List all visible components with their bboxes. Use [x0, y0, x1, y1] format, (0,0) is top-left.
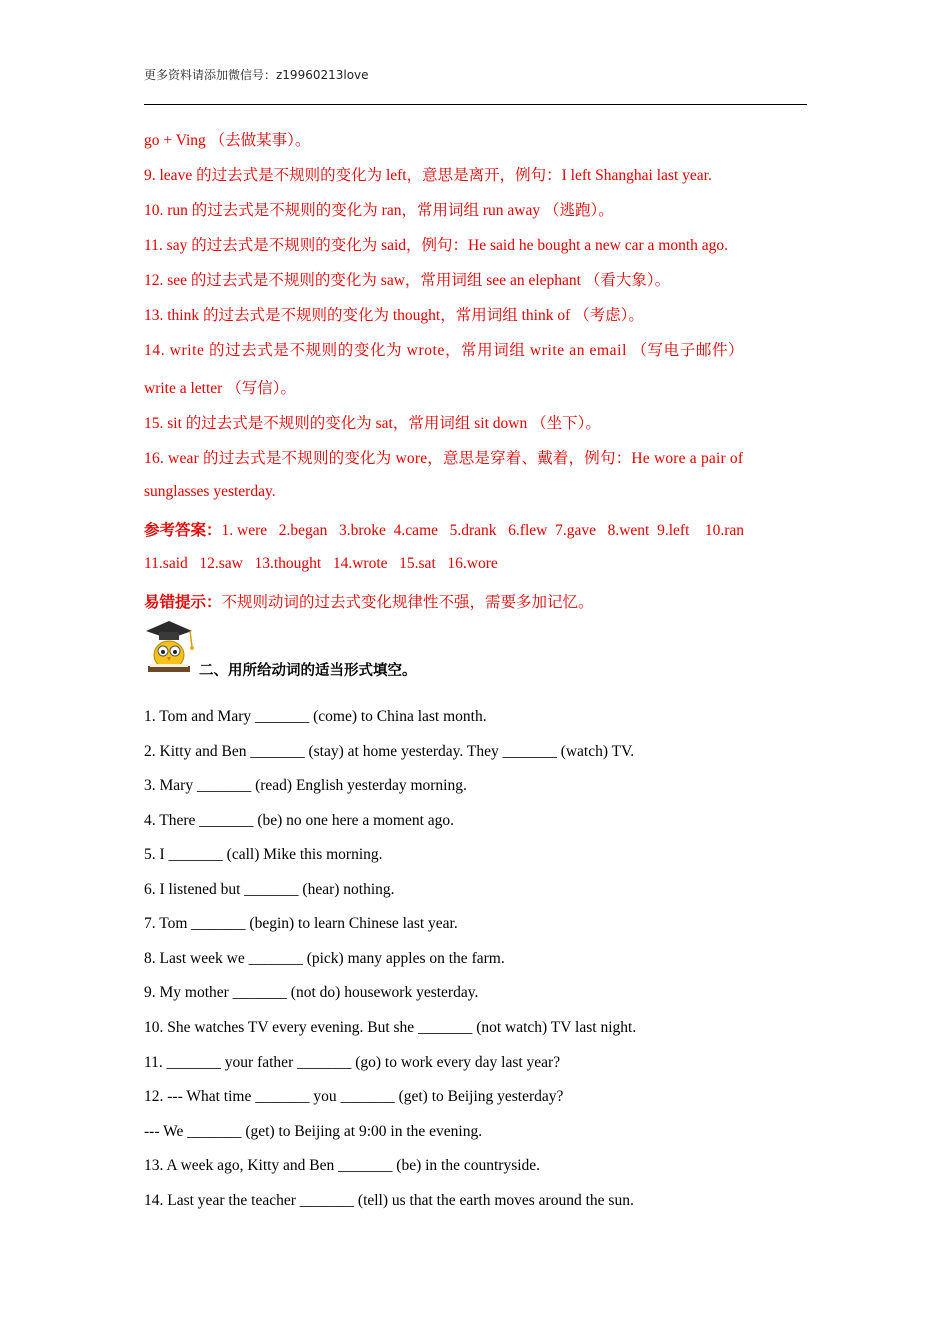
exercise-item: 10. She watches TV every evening. But she _______ (not watch) TV last night.	[144, 1019, 637, 1036]
exercise-item: 4. There _______ (be) no one here a moment ago.	[144, 812, 455, 829]
answer-key-values: 1. were 2.began 3.broke 4.came 5.drank 6.flew 7.gave 8.went 9.left 10.ran	[221, 522, 745, 539]
scholar-owl-icon	[142, 619, 196, 675]
note-line: 15. sit 的过去式是不规则的变化为 sat，常用词组 sit down （坐下）。	[144, 415, 601, 432]
answer-key-label: 参考答案：	[144, 522, 222, 539]
note-line: 9. leave 的过去式是不规则的变化为 left，意思是离开，例句：I left Shanghai last year.	[144, 167, 712, 184]
header-divider	[144, 104, 807, 105]
exercise-item: 9. My mother _______ (not do) housework yesterday.	[144, 984, 479, 1001]
error-tip-text: 不规则动词的过去式变化规律性不强，需要多加记忆。	[221, 594, 594, 611]
exercise-item: 7. Tom _______ (begin) to learn Chinese last year.	[144, 915, 458, 932]
error-tip-label: 易错提示：	[144, 594, 222, 611]
note-line: 16. wear 的过去式是不规则的变化为 wore，意思是穿着、戴着，例句：He wore a pair of	[144, 450, 744, 467]
exercise-item: 13. A week ago, Kitty and Ben _______ (be) in the countryside.	[144, 1157, 541, 1174]
exercise-item: 5. I _______ (call) Mike this morning.	[144, 846, 383, 863]
section-title: 二、用所给动词的适当形式填空。	[199, 663, 417, 679]
exercise-item: 3. Mary _______ (read) English yesterday morning.	[144, 777, 467, 794]
note-line: 11. say 的过去式是不规则的变化为 said，例句：He said he bought a new car a month ago.	[144, 237, 729, 254]
exercise-item: 8. Last week we _______ (pick) many apples on the farm.	[144, 950, 505, 967]
note-line: write a letter （写信）。	[144, 380, 296, 397]
answer-key-values: 11.said 12.saw 13.thought 14.wrote 15.sat 16.wore	[144, 555, 498, 572]
answer-key	[144, 518, 744, 540]
note-line: go + Ving （去做某事）。	[144, 132, 311, 149]
error-tip	[144, 590, 594, 612]
note-line: 14. write 的过去式是不规则的变化为 wrote，常用词组 write an email （写电子邮件）	[144, 342, 745, 359]
exercise-item: 11. _______ your father _______ (go) to work every day last year?	[144, 1054, 561, 1071]
note-line: sunglasses yesterday.	[144, 483, 276, 500]
exercise-item: 12. --- What time _______ you _______ (get) to Beijing yesterday?	[144, 1088, 564, 1105]
exercise-item: 1. Tom and Mary _______ (come) to China last month.	[144, 708, 487, 725]
exercise-item: --- We _______ (get) to Beijing at 9:00 in the evening.	[144, 1123, 483, 1140]
note-line: 10. run 的过去式是不规则的变化为 ran，常用词组 run away （逃跑）。	[144, 202, 614, 219]
exercise-item: 2. Kitty and Ben _______ (stay) at home yesterday. They _______ (watch) TV.	[144, 743, 635, 760]
note-line: 12. see 的过去式是不规则的变化为 saw，常用词组 see an elephant （看大象）。	[144, 272, 671, 289]
exercise-item: 14. Last year the teacher _______ (tell) us that the earth moves around the sun.	[144, 1192, 634, 1209]
exercise-item: 6. I listened but _______ (hear) nothing.	[144, 881, 395, 898]
note-line: 13. think 的过去式是不规则的变化为 thought，常用词组 think of （考虑）。	[144, 307, 644, 324]
page-header: 更多资料请添加微信号：z19960213love	[144, 68, 369, 82]
